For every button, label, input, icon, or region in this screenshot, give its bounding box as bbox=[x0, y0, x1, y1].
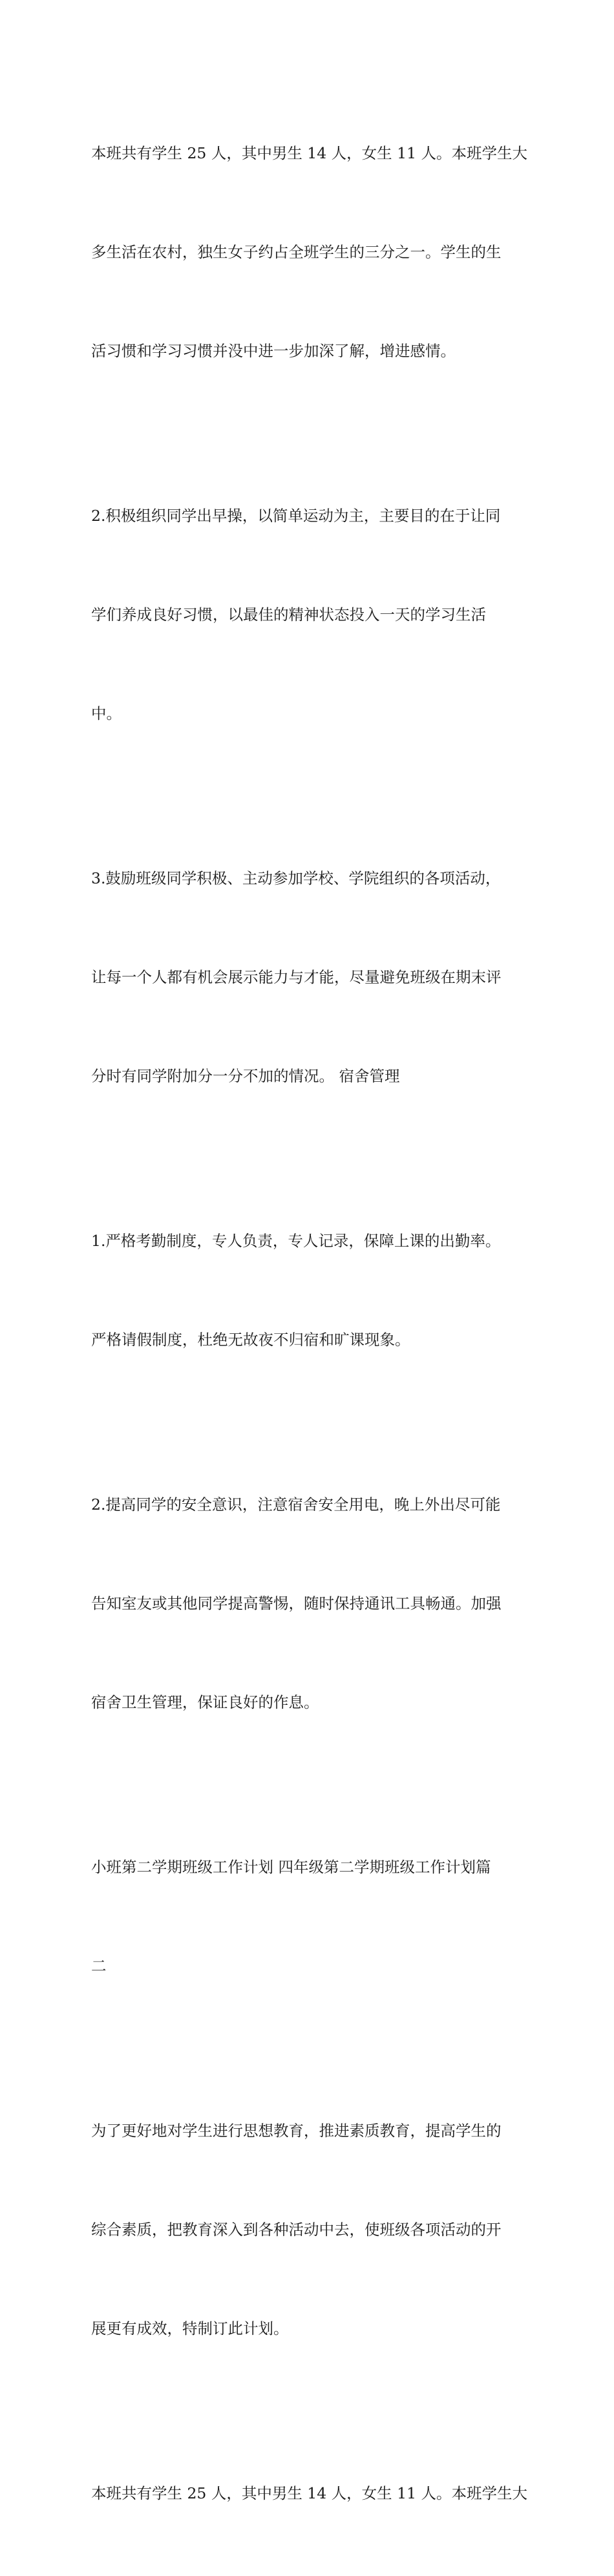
text-line: 告知室友或其他同学提高警惕，随时保持通讯工具畅通。加强 bbox=[91, 1594, 502, 1612]
text-line: 展更有成效，特制订此计划。 bbox=[91, 2319, 289, 2338]
text-line: 本班共有学生 25 人，其中男生 14 人，女生 11 人。本班学生大 bbox=[91, 144, 528, 162]
text-line: 学们养成良好习惯，以最佳的精神状态投入一天的学习生活 bbox=[91, 606, 486, 624]
text-line: 本班共有学生 25 人，其中男生 14 人，女生 11 人。本班学生大 bbox=[91, 2484, 528, 2502]
text-line: 综合素质，把教育深入到各种活动中去，使班级各项活动的开 bbox=[91, 2221, 502, 2239]
text-line: 3.鼓励班级同学积极、主动参加学校、学院组织的各项活动， bbox=[91, 869, 501, 887]
paragraph-attendance bbox=[91, 1159, 531, 1422]
text-line: 活习惯和学习习惯并没中进一步加深了解，增进感情。 bbox=[91, 342, 456, 360]
text-line: 严格请假制度，杜绝无故夜不归宿和旷课现象。 bbox=[91, 1331, 410, 1349]
document-body bbox=[91, 71, 531, 2576]
text-line: 分时有同学附加分一分不加的情况。 宿舍管理 bbox=[91, 1067, 400, 1085]
section-heading bbox=[91, 1785, 531, 2049]
paragraph-safety bbox=[91, 1422, 531, 1785]
paragraph-morning-exercise bbox=[91, 434, 531, 796]
paragraph-class-overview bbox=[91, 71, 531, 434]
paragraph-class-overview-repeat bbox=[91, 2411, 531, 2576]
text-line: 为了更好地对学生进行思想教育，推进素质教育，提高学生的 bbox=[91, 2122, 502, 2140]
text-line: 二 bbox=[91, 1957, 107, 1975]
text-line: 多生活在农村，独生女子约占全班学生的三分之一。学生的生 bbox=[91, 243, 502, 261]
text-line: 1.严格考勤制度，专人负责，专人记录，保障上课的出勤率。 bbox=[91, 1232, 501, 1250]
text-line: 小班第二学期班级工作计划 四年级第二学期班级工作计划篇 bbox=[91, 1858, 491, 1876]
paragraph-activities bbox=[91, 796, 531, 1159]
text-line: 2.积极组织同学出早操，以简单运动为主，主要目的在于让同 bbox=[91, 507, 501, 525]
text-line: 2.提高同学的安全意识，注意宿舍安全用电，晚上外出尽可能 bbox=[91, 1495, 501, 1514]
paragraph-purpose bbox=[91, 2049, 531, 2411]
text-line: 宿舍卫生管理，保证良好的作息。 bbox=[91, 1693, 319, 1711]
text-line: 中。 bbox=[91, 704, 122, 723]
text-line: 让每一个人都有机会展示能力与才能，尽量避免班级在期末评 bbox=[91, 968, 502, 986]
